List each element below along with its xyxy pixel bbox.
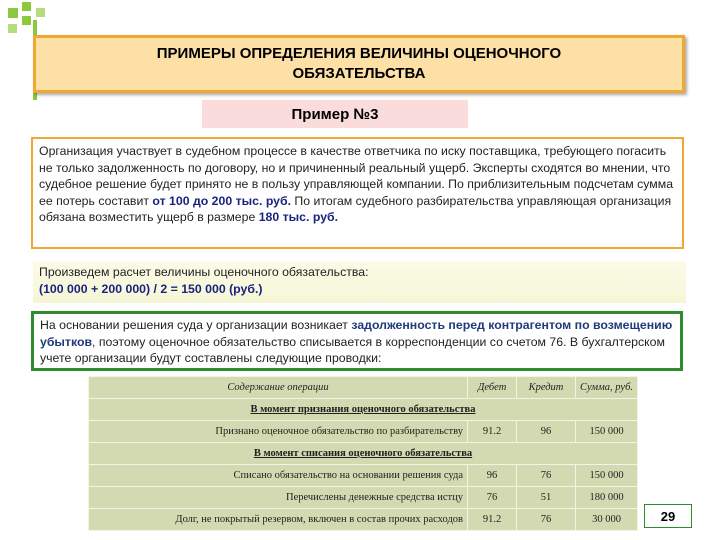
cell-sum: 150 000 [576, 465, 638, 487]
header-operation: Содержание операции [89, 377, 468, 399]
decor-square [8, 24, 17, 33]
example-label: Пример №3 [202, 100, 468, 128]
table-row [89, 487, 638, 509]
table-row [89, 421, 638, 443]
case-text-part2: По итогам судебного разбирательства управляющая организация обязана возместить ущерб в размере [39, 193, 672, 224]
calculation-intro: Произведем расчет величины оценочного обязательства: [39, 265, 369, 279]
decision-part1: На основании решения суда у организации возникает [40, 318, 352, 332]
calculation-formula: (100 000 + 200 000) / 2 = 150 000 (руб.) [39, 281, 263, 296]
header-debit: Дебет [468, 377, 517, 399]
page-title: ПРИМЕРЫ ОПРЕДЕЛЕНИЯ ВЕЛИЧИНЫ ОЦЕНОЧНОГО ОБЯЗАТЕЛЬСТВА [33, 35, 685, 93]
entries-table [88, 376, 638, 530]
decor-square [8, 8, 18, 18]
cell-debit: 96 [468, 465, 517, 487]
decision-part2: , поэтому оценочное обязательство списывается в корреспонденции со счетом 76. В бухгалтерском учете организации будут составлены следующие проводки: [40, 334, 665, 365]
decision-highlight: задолженность перед контрагентом по возмещению убытков [40, 318, 673, 349]
table-header-row [89, 377, 638, 399]
header-credit: Кредит [517, 377, 576, 399]
loss-range: от 100 до 200 тыс. руб. [152, 193, 292, 208]
decor-square [22, 2, 31, 11]
cell-sum: 180 000 [576, 487, 638, 509]
page-number: 29 [644, 504, 692, 528]
section-title: В момент списания оценочного обязательства [89, 443, 638, 465]
header-sum: Сумма, руб. [576, 377, 638, 399]
cell-credit: 96 [517, 421, 576, 443]
cell-debit: 76 [468, 487, 517, 509]
case-description [31, 137, 684, 249]
cell-sum: 150 000 [576, 421, 638, 443]
cell-sum: 30 000 [576, 509, 638, 531]
cell-debit: 91.2 [468, 421, 517, 443]
calculation-box [33, 261, 686, 303]
cell-operation: Долг, не покрытый резервом, включен в состав прочих расходов [89, 509, 468, 531]
cell-operation: Списано обязательство на основании решения суда [89, 465, 468, 487]
decor-square [36, 8, 45, 17]
cell-debit: 91.2 [468, 509, 517, 531]
cell-operation: Перечислены денежные средства истцу [89, 487, 468, 509]
table-row [89, 465, 638, 487]
cell-credit: 51 [517, 487, 576, 509]
table-section-row [89, 443, 638, 465]
table-row [89, 509, 638, 531]
decision-box [31, 311, 683, 371]
damage-amount: 180 тыс. руб. [258, 210, 339, 224]
case-text-part1: Организация участвует в судебном процессе в качестве ответчика по иску поставщика, требующего погасить не только задолженность по договору, но и причиненный реальный ущерб. Эксперты сходятся во мнении, что судебное решение будет принято не в пользу управляющей компании. По приблизительным подсчетам сумма ее потерь составит [39, 144, 674, 208]
cell-operation: Признано оценочное обязательство по разбирательству [89, 421, 468, 443]
section-title: В момент признания оценочного обязательства [89, 399, 638, 421]
decor-square [22, 16, 31, 25]
cell-credit: 76 [517, 465, 576, 487]
table-section-row [89, 399, 638, 421]
cell-credit: 76 [517, 509, 576, 531]
